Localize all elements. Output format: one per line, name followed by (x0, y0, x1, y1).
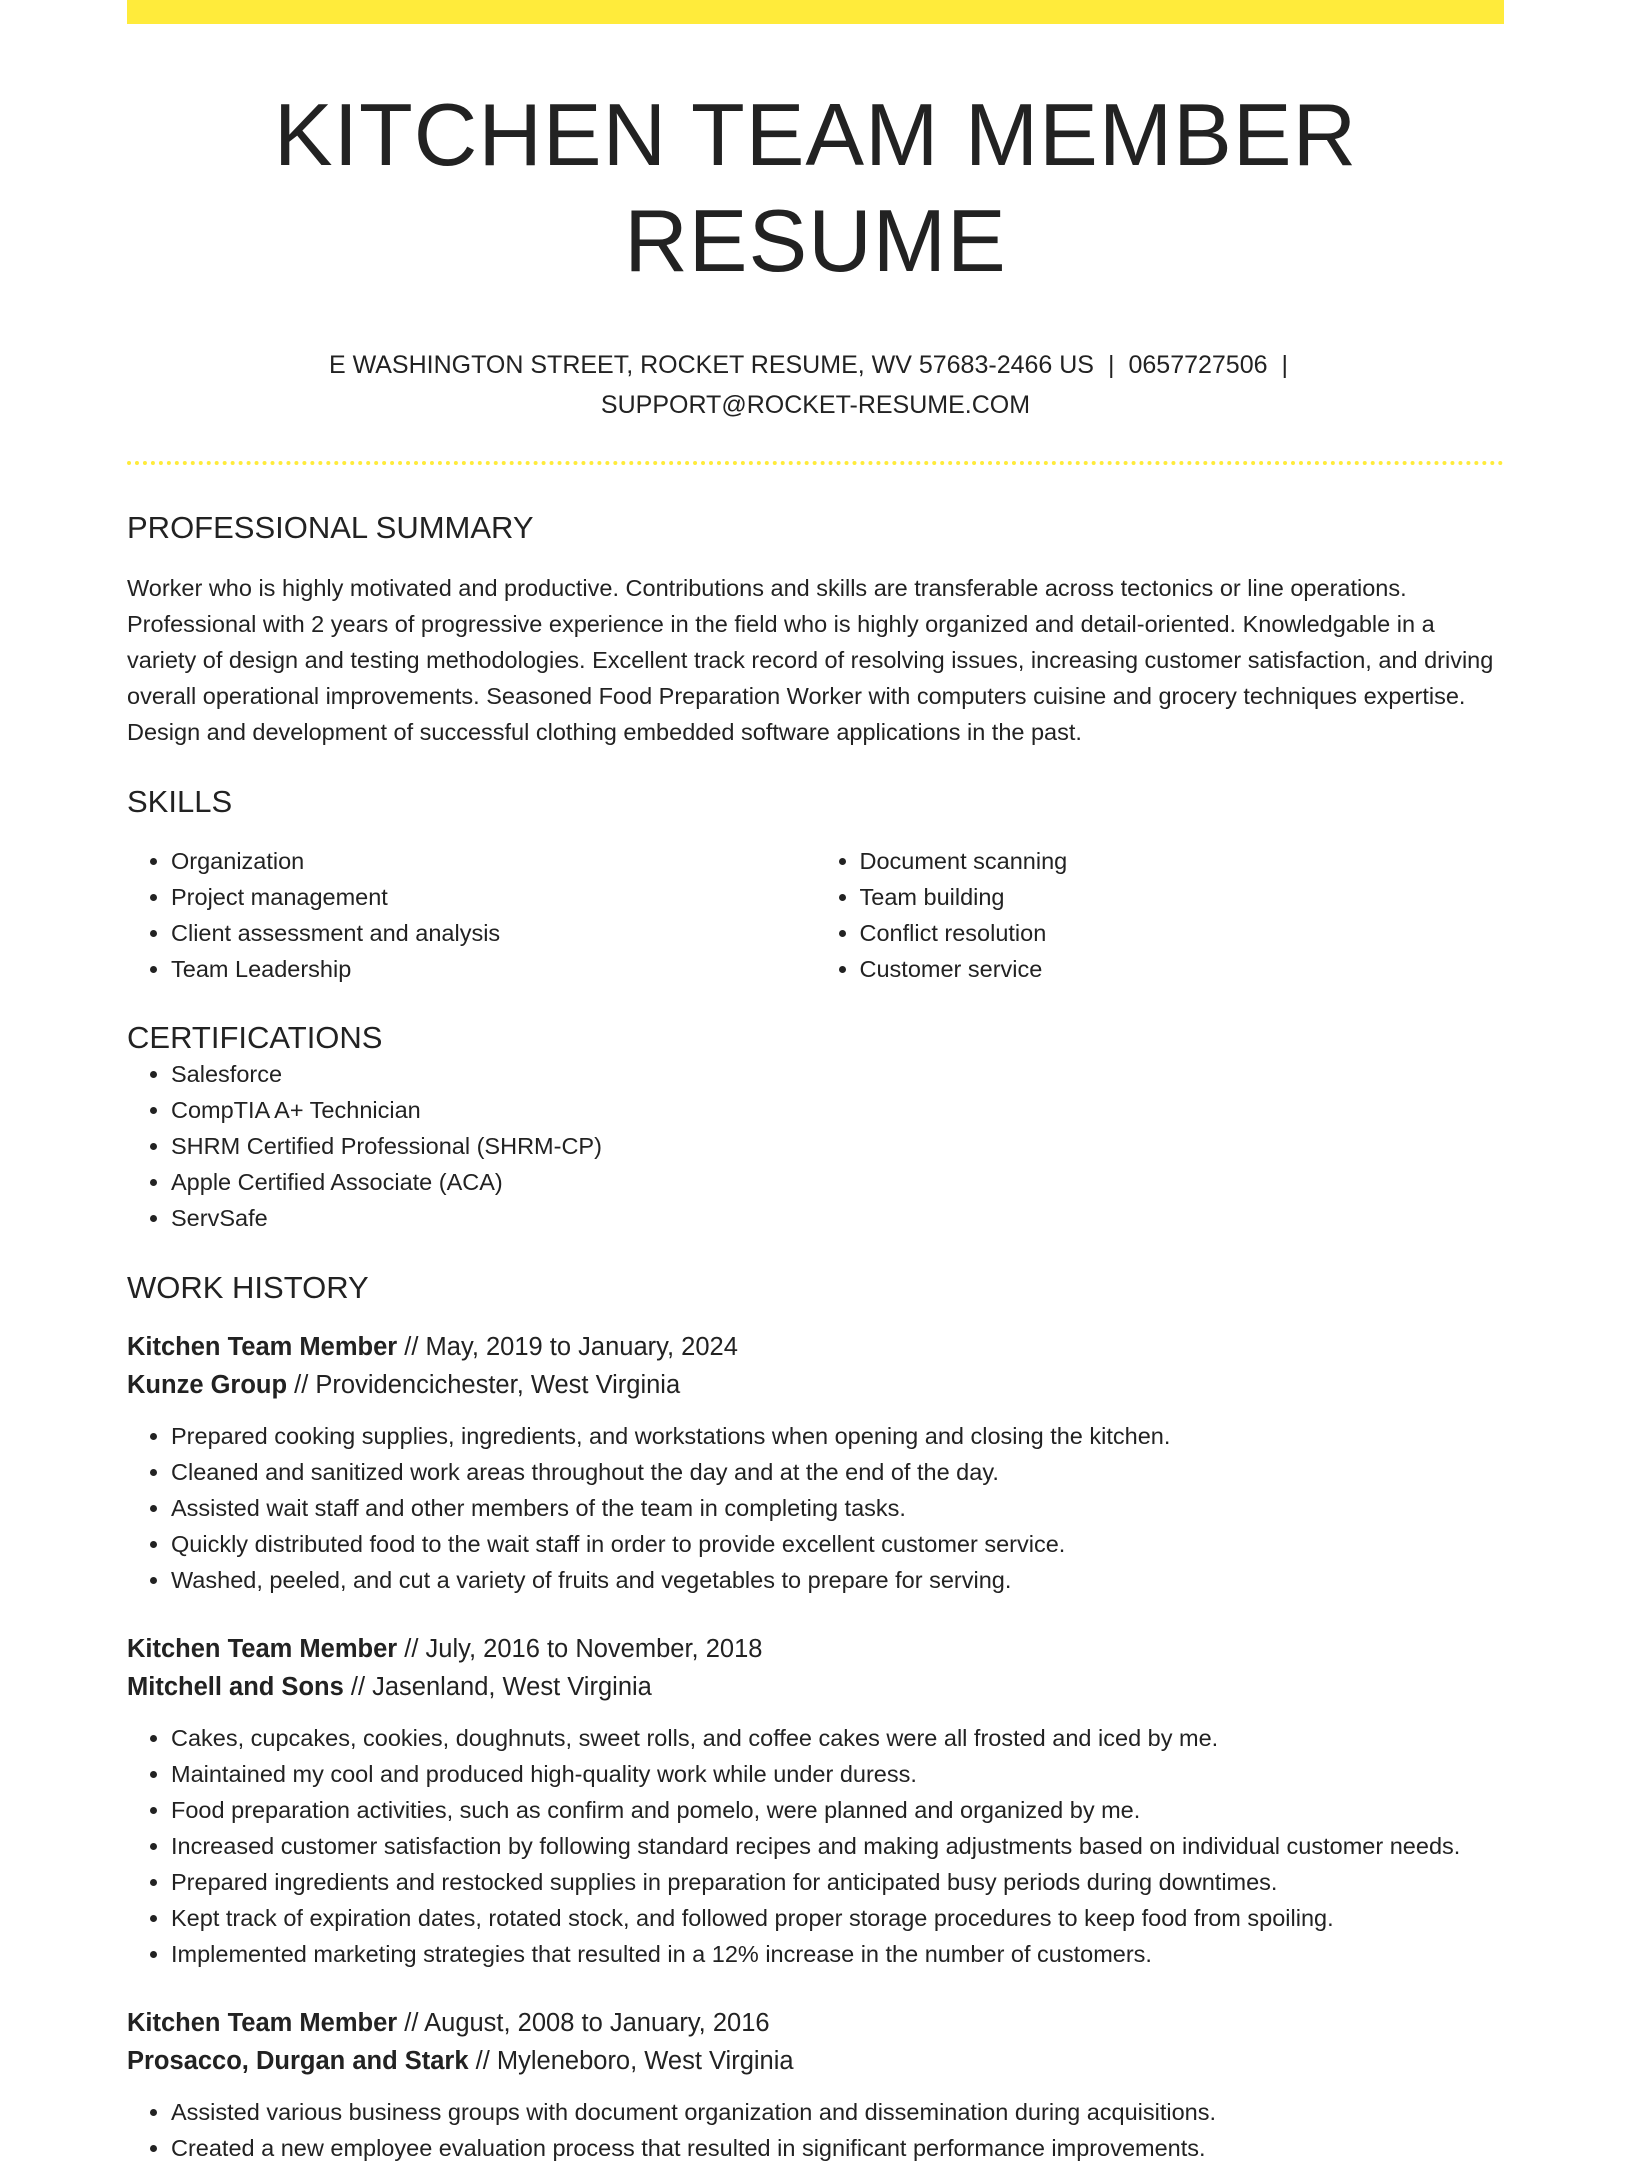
work-history-heading: WORK HISTORY (127, 1269, 369, 1305)
job-role: Kitchen Team Member (127, 1332, 398, 1361)
contact-separator: | (1107, 351, 1115, 380)
job-duties (127, 1418, 1504, 1598)
job-title-line (127, 1328, 1504, 1366)
certifications-list (127, 1056, 1504, 1236)
job-duty: • Food preparation activities, such as confirm and pomelo, were planned and organized by me. (171, 1792, 1504, 1828)
job-duty: • Prepared ingredients and restocked supplies in preparation for anticipated busy periods during downtimes. (171, 1864, 1504, 1900)
skill-item: • Customer service (860, 951, 1505, 987)
skill-item: • Organization (171, 843, 816, 879)
job-dates: // May, 2019 to January, 2024 (404, 1332, 738, 1361)
job-title-line (127, 1630, 1504, 1668)
job-duty: • Implemented marketing strategies that resulted in a 12% increase in the number of customers. (171, 1936, 1504, 1972)
contact-address: E WASHINGTON STREET, ROCKET RESUME, WV 57683-2466 US (328, 351, 1094, 380)
skill-item: • Project management (171, 879, 816, 915)
skills-heading: SKILLS (127, 784, 233, 820)
job-entry (127, 1630, 1504, 1972)
job-duty: • Quickly distributed food to the wait staff in order to provide excellent customer service. (171, 1526, 1504, 1562)
job-duty: • Cleaned and sanitized work areas throughout the day and at the end of the day. (171, 1454, 1504, 1490)
accent-bar (127, 0, 1504, 24)
dotted-divider (127, 461, 1504, 465)
job-duties (127, 2094, 1504, 2166)
job-duty: • Assisted various business groups with document organization and dissemination during acquisitions. (171, 2094, 1504, 2130)
skills-right-column (816, 843, 1505, 987)
job-company: Prosacco, Durgan and Stark (127, 2046, 469, 2075)
job-company-line (127, 1668, 1504, 1706)
job-title-line (127, 2004, 1504, 2042)
job-duty: • Washed, peeled, and cut a variety of fruits and vegetables to prepare for serving. (171, 1562, 1504, 1598)
skill-item: • Client assessment and analysis (171, 915, 816, 951)
summary-text: Worker who is highly motivated and productive. Contributions and skills are transferable across tectonics or line operations. Professional with 2 years of progressive experience in the field who is highly organized and detail-oriented. Knowledgable in a variety of design and testing methodologies. Excellent track record of resolving issues, increasing customer satisfaction, and driving overall operational improvements. Seasoned Food Preparation Worker with computers cuisine and grocery techniques expertise. Design and development of successful clothing embedded software applications in the past. (127, 575, 1494, 746)
certifications-heading: CERTIFICATIONS (127, 1019, 383, 1055)
job-duty: • Cakes, cupcakes, cookies, doughnuts, sweet rolls, and coffee cakes were all frosted and iced by me. (171, 1720, 1504, 1756)
job-duty: • Prepared cooking supplies, ingredients, and workstations when opening and closing the kitchen. (171, 1418, 1504, 1454)
skill-item: • Team Leadership (171, 951, 816, 987)
summary-heading: PROFESSIONAL SUMMARY (127, 510, 534, 546)
certification-item: • CompTIA A+ Technician (171, 1092, 1504, 1128)
certification-item: • Salesforce (171, 1056, 1504, 1092)
job-dates: // August, 2008 to January, 2016 (404, 2008, 770, 2037)
job-duty: • Increased customer satisfaction by following standard recipes and making adjustments based on individual customer needs. (171, 1828, 1504, 1864)
job-location: // Jasenland, West Virginia (350, 1672, 652, 1701)
job-location: // Myleneboro, West Virginia (475, 2046, 794, 2075)
job-duty: • Assisted wait staff and other members of the team in completing tasks. (171, 1490, 1504, 1526)
certification-item: • SHRM Certified Professional (SHRM-CP) (171, 1128, 1504, 1164)
job-dates: // July, 2016 to November, 2018 (404, 1634, 763, 1663)
job-entry (127, 2004, 1504, 2166)
contact-separator: | (1281, 351, 1289, 380)
skill-item: • Document scanning (860, 843, 1505, 879)
contact-info (127, 345, 1504, 425)
skill-item: • Team building (860, 879, 1505, 915)
resume-title: KITCHEN TEAM MEMBER RESUME (273, 85, 1358, 290)
job-company-line (127, 1366, 1504, 1404)
job-role: Kitchen Team Member (127, 2008, 398, 2037)
job-duty: • Maintained my cool and produced high-quality work while under duress. (171, 1756, 1504, 1792)
job-company: Kunze Group (127, 1370, 288, 1399)
job-entry (127, 1328, 1504, 1598)
job-company-line (127, 2042, 1504, 2080)
certification-item: • Apple Certified Associate (ACA) (171, 1164, 1504, 1200)
job-duty: • Created a new employee evaluation process that resulted in significant performance improvements. (171, 2130, 1504, 2166)
job-company: Mitchell and Sons (127, 1672, 344, 1701)
job-location: // Providencichester, West Virginia (294, 1370, 681, 1399)
skill-item: • Conflict resolution (860, 915, 1505, 951)
job-duties (127, 1720, 1504, 1972)
job-duty: • Kept track of expiration dates, rotated stock, and followed proper storage procedures to keep food from spoiling. (171, 1900, 1504, 1936)
job-role: Kitchen Team Member (127, 1634, 398, 1663)
certification-item: • ServSafe (171, 1200, 1504, 1236)
resume-page (127, 0, 1504, 2166)
contact-email[interactable]: SUPPORT@ROCKET-RESUME.COM (600, 391, 1031, 420)
skills-left-column (127, 843, 816, 987)
skills-list (127, 843, 1504, 987)
contact-phone: 0657727506 (1128, 351, 1268, 380)
